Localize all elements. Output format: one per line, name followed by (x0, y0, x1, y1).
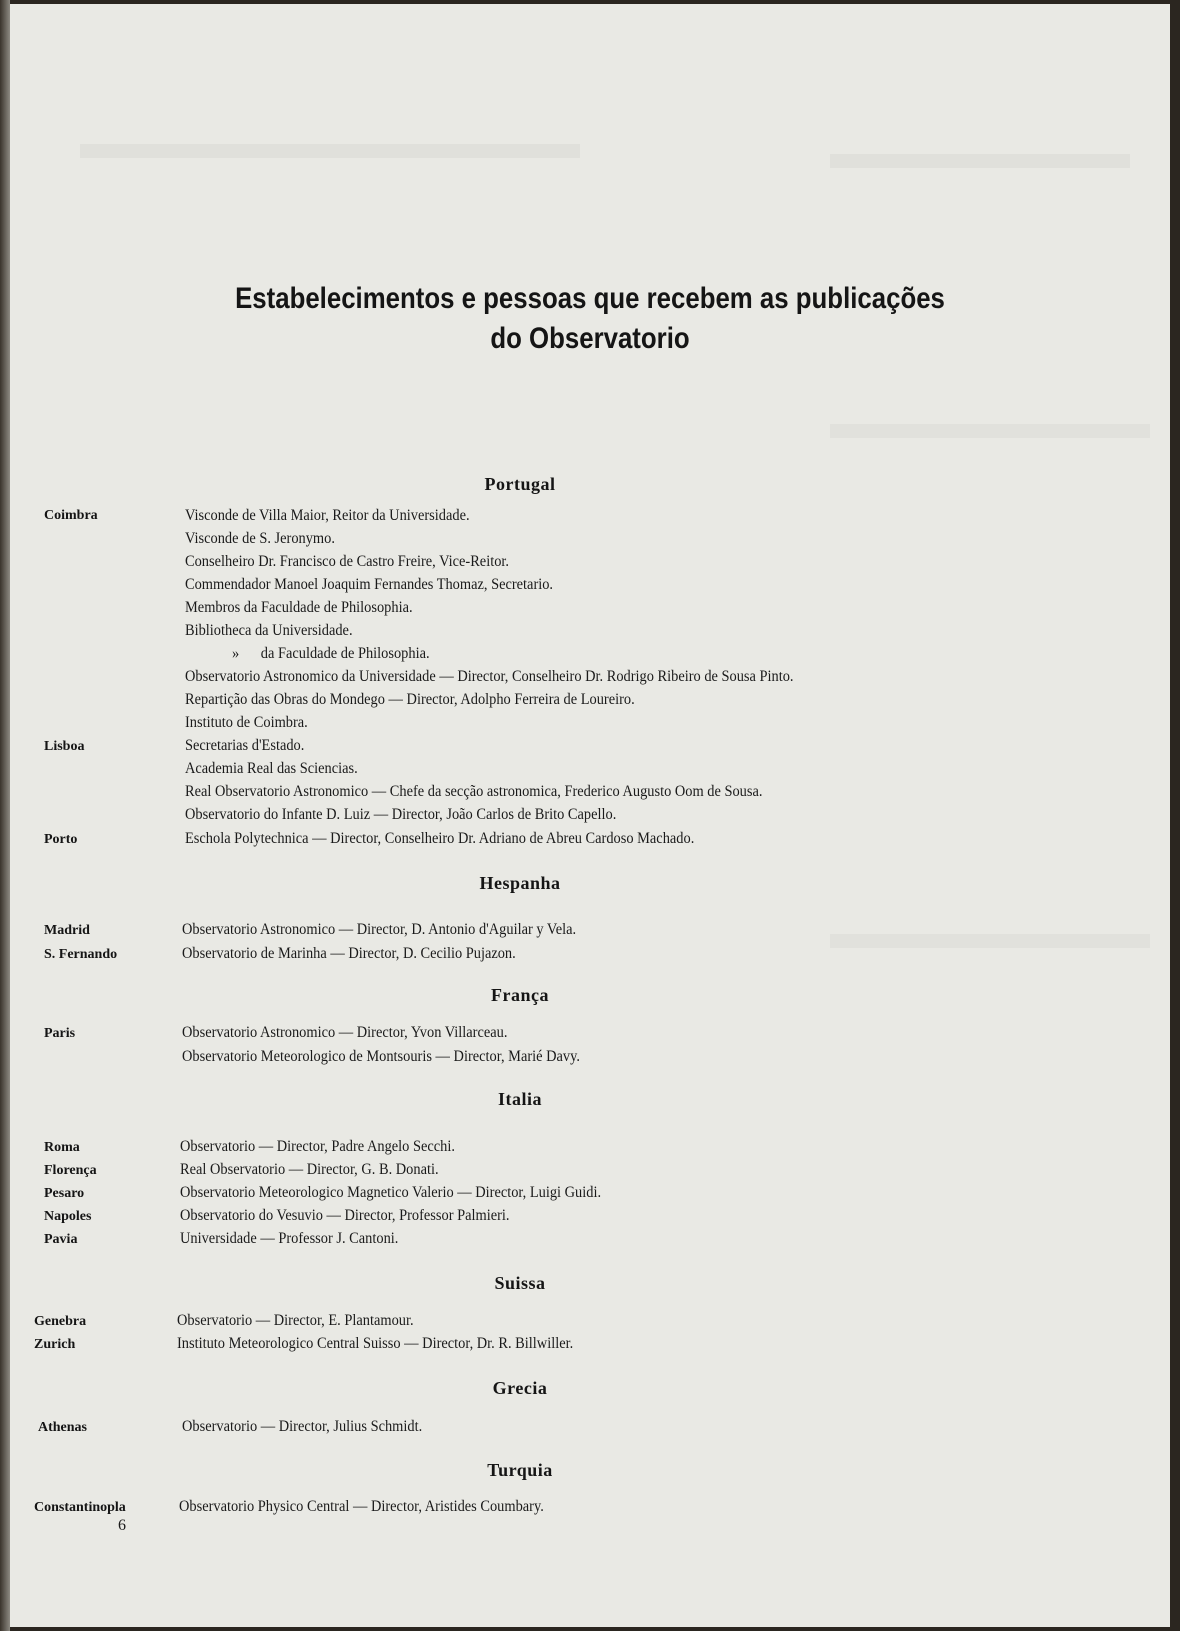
country-heading-grecia: Grecia (492, 1378, 548, 1398)
title-line-2: do Observatorio (490, 322, 690, 355)
entry-pesaro-1: Observatorio Meteorologico Magnetico Valerio — Director, Luigi Guidi. (180, 1184, 602, 1201)
bleed-through-mark (80, 144, 580, 158)
city-label-lisboa: Lisboa (44, 739, 85, 754)
country-heading-portugal: Portugal (484, 474, 556, 494)
page-binding-edge (0, 0, 10, 1631)
entry-genebra-1: Observatorio — Director, E. Plantamour. (177, 1312, 414, 1329)
city-label-genebra: Genebra (34, 1314, 87, 1329)
city-label-florenca: Florença (44, 1163, 97, 1178)
city-label-zurich: Zurich (34, 1337, 76, 1352)
entry-coimbra-3: Conselheiro Dr. Francisco de Castro Freire, Vice-Reitor. (185, 553, 509, 570)
country-heading-suissa: Suissa (494, 1273, 546, 1293)
bleed-through-mark (830, 934, 1150, 948)
city-label-athenas: Athenas (38, 1420, 88, 1435)
city-label-napoles: Napoles (44, 1209, 92, 1224)
entry-constantinopla-1: Observatorio Physico Central — Director, Aristides Coumbary. (179, 1498, 544, 1515)
city-label-madrid: Madrid (44, 923, 90, 938)
entry-florenca-1: Real Observatorio — Director, G. B. Donati. (180, 1161, 439, 1178)
city-label-porto: Porto (44, 832, 78, 847)
country-heading-italia: Italia (497, 1089, 542, 1109)
country-heading-hespanha: Hespanha (479, 873, 561, 893)
city-label-roma: Roma (44, 1140, 80, 1155)
entry-lisboa-3: Real Observatorio Astronomico — Chefe da secção astronomica, Frederico Augusto Oom de Sousa. (185, 783, 763, 800)
entry-coimbra-10: Instituto de Coimbra. (185, 714, 308, 731)
bleed-through-mark (830, 154, 1130, 168)
entry-coimbra-6: Bibliotheca da Universidade. (185, 622, 353, 639)
city-label-pavia: Pavia (44, 1232, 78, 1247)
entry-pavia-1: Universidade — Professor J. Cantoni. (180, 1230, 399, 1247)
bleed-through-mark (830, 424, 1150, 438)
city-label-constantinopla: Constantinopla (34, 1500, 126, 1515)
entry-lisboa-2: Academia Real das Sciencias. (185, 760, 358, 777)
country-heading-turquia: Turquia (487, 1460, 553, 1480)
entry-coimbra-2: Visconde de S. Jeronymo. (185, 530, 335, 547)
entry-coimbra-7: » da Faculdade de Philosophia. (232, 645, 430, 662)
city-label-coimbra: Coimbra (44, 508, 98, 523)
entry-roma-1: Observatorio — Director, Padre Angelo Secchi. (180, 1138, 455, 1155)
entry-lisboa-4: Observatorio do Infante D. Luiz — Director, João Carlos de Brito Capello. (185, 806, 617, 823)
entry-paris-2: Observatorio Meteorologico de Montsouris — Director, Marié Davy. (182, 1048, 580, 1065)
entry-coimbra-8: Observatorio Astronomico da Universidade — Director, Conselheiro Dr. Rodrigo Ribeiro de Sousa Pinto. (185, 668, 794, 685)
entry-napoles-1: Observatorio do Vesuvio — Director, Professor Palmieri. (180, 1207, 510, 1224)
document-page (10, 4, 1170, 1627)
country-heading-franca: França (491, 985, 549, 1005)
entry-coimbra-1: Visconde de Villa Maior, Reitor da Universidade. (185, 507, 470, 524)
page-number: 6 (118, 1517, 126, 1534)
entry-zurich-1: Instituto Meteorologico Central Suisso — Director, Dr. R. Billwiller. (177, 1335, 574, 1352)
entry-coimbra-4: Commendador Manoel Joaquim Fernandes Thomaz, Secretario. (185, 576, 554, 593)
city-label-paris: Paris (44, 1026, 76, 1041)
entry-lisboa-1: Secretarias d'Estado. (185, 737, 305, 754)
entry-paris-1: Observatorio Astronomico — Director, Yvon Villarceau. (182, 1024, 508, 1041)
entry-porto-1: Eschola Polytechnica — Director, Conselheiro Dr. Adriano de Abreu Cardoso Machado. (185, 830, 695, 847)
city-label-pesaro: Pesaro (44, 1186, 85, 1201)
entry-coimbra-5: Membros da Faculdade de Philosophia. (185, 599, 413, 616)
page-title (160, 279, 1020, 359)
entry-coimbra-9: Repartição das Obras do Mondego — Director, Adolpho Ferreira de Loureiro. (185, 691, 635, 708)
entry-s-fernando-1: Observatorio de Marinha — Director, D. Cecilio Pujazon. (182, 945, 516, 962)
title-line-1: Estabelecimentos e pessoas que recebem as publicações (235, 282, 945, 315)
entry-madrid-1: Observatorio Astronomico — Director, D. Antonio d'Aguilar y Vela. (182, 921, 577, 938)
city-label-s-fernando: S. Fernando (44, 947, 118, 962)
entry-athenas-1: Observatorio — Director, Julius Schmidt. (182, 1418, 423, 1435)
